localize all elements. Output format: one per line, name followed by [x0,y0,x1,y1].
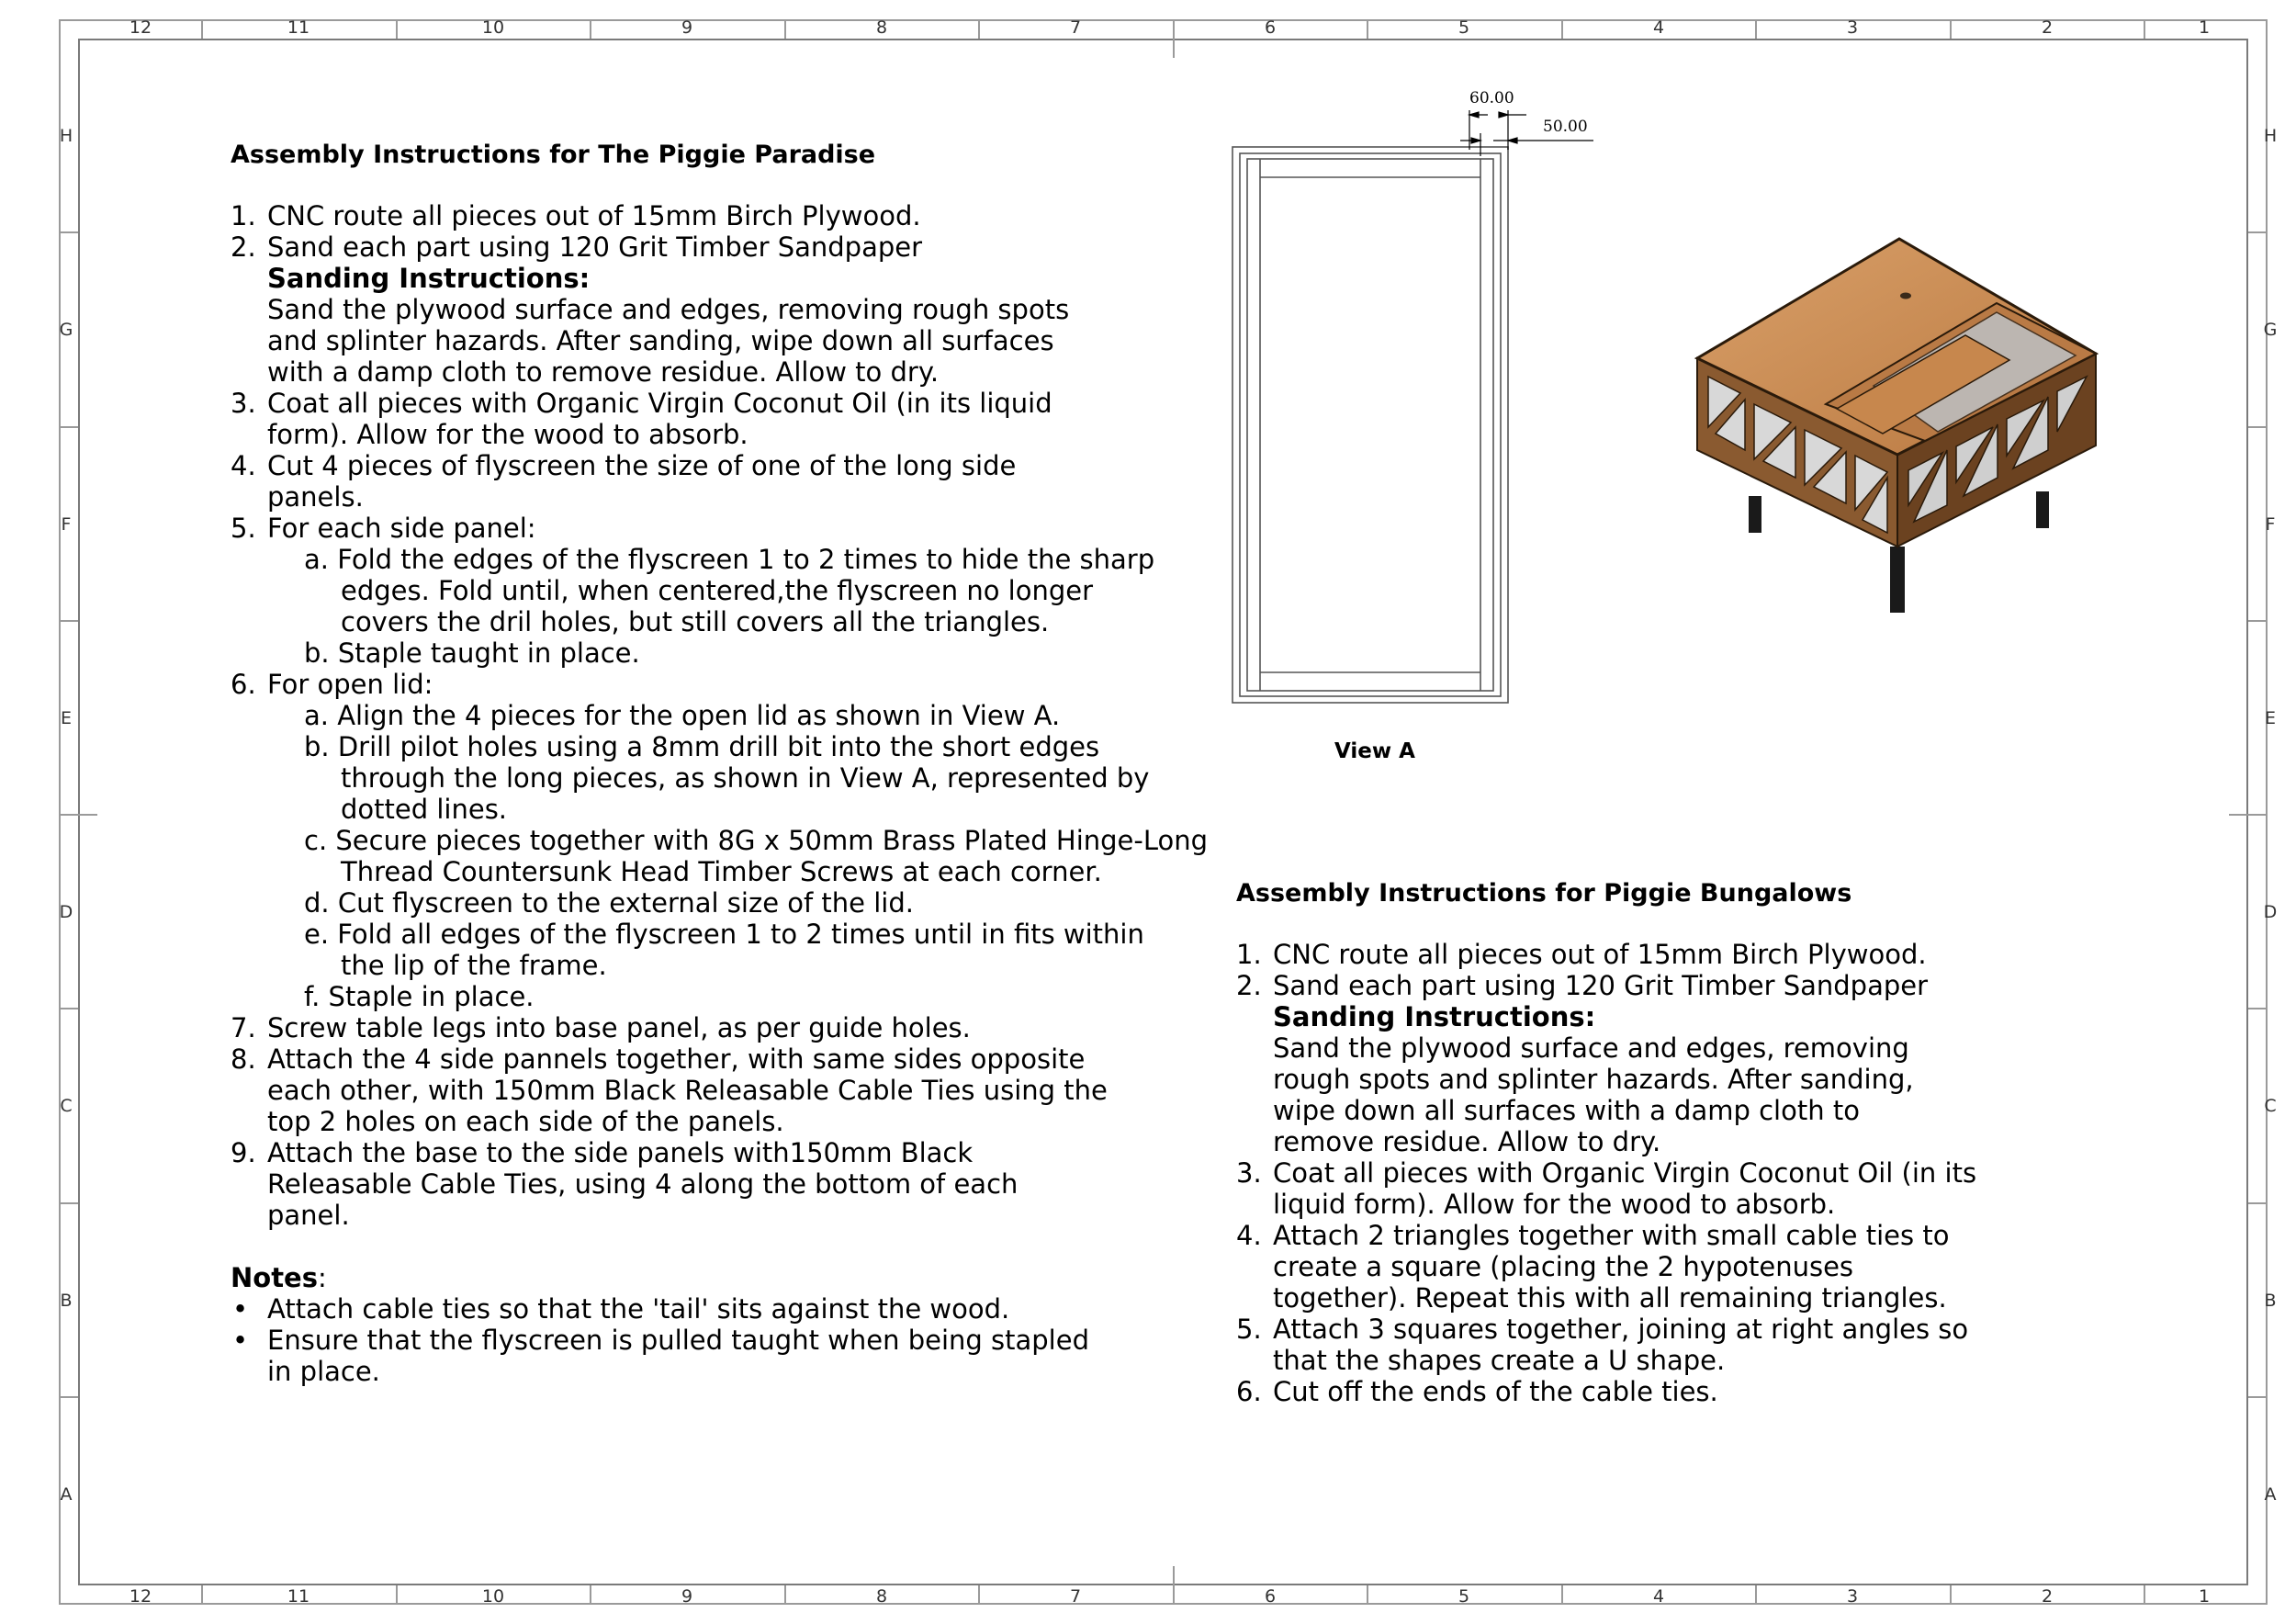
lid-long-pieces [1247,159,1493,691]
sub-step: e. Fold all edges of the flyscreen 1 to 2 times until in fits within the lip of the frame. [304,919,1144,981]
zone-col-label: 6 [1264,1586,1277,1607]
list-item [231,450,1075,513]
step-number: 4. [231,450,256,481]
dim-arrow [1469,112,1479,118]
paradise-heading: Assembly Instructions for The Piggie Paradise [231,141,876,169]
zone-col-label: 5 [1458,17,1470,38]
note-text: Ensure that the flyscreen is pulled taught when being stapled in place. [267,1325,1089,1387]
leg [1749,496,1761,533]
notes-label: Notes [231,1262,318,1293]
zone-col-label: 1 [2198,1586,2211,1607]
list-item [1236,970,2063,1157]
zone-col-label: 2 [2041,1586,2054,1607]
sub-step: b. Drill pilot holes using a 8mm drill bit into the short edges through the long pieces, as shown in View A, represented by dotted lines. [304,731,1150,825]
zone-col-label: 9 [681,17,693,38]
leg [1890,547,1905,613]
zone-col-label: 3 [1846,17,1859,38]
zone-row-label: A [2264,1484,2277,1505]
step-number: 5. [231,513,256,544]
zone-col-label: 12 [129,17,152,38]
bullet-icon: • [232,1325,249,1356]
step-text: Attach the base to the side panels with150mm Black Releasable Cable Ties, using 4 along the bottom of each panel. [267,1137,1019,1231]
zone-col-label: 6 [1264,17,1277,38]
step-number: 5. [1236,1314,1262,1345]
step-text: Attach 2 triangles together with small cable ties to create a square (placing the 2 hypotenuses together). Repeat this with all remaining triangles. [1273,1220,1950,1314]
step-text: Cut 4 pieces of flyscreen the size of one of the long side panels. [267,450,1017,513]
zone-row-label: C [60,1096,73,1116]
bungalows-instructions [1236,879,2063,1407]
step-text: CNC route all pieces out of 15mm Birch Plywood. [1273,939,1927,970]
list-item [231,1293,1149,1325]
zone-col-label: 4 [1652,1586,1665,1607]
step-number: 6. [231,669,256,700]
step-text: Attach the 4 side pannels together, with same sides opposite each other, with 150mm Black Releasable Cable Ties using the top 2 holes on each side of the panels. [267,1043,1108,1137]
dim-arrow [1499,112,1508,118]
zone-row-label: D [59,902,73,922]
zone-row-label: D [2263,902,2278,922]
step-number: 1. [1236,939,1262,970]
step-text: For each side panel: [267,513,536,544]
zone-col-label: 5 [1458,1586,1470,1607]
step-number: 8. [231,1043,256,1075]
zone-row-label: B [60,1291,73,1311]
step-number: 2. [1236,970,1262,1001]
sub-step: f. Staple in place. [304,981,535,1012]
bullet-icon: • [232,1293,249,1325]
view-a-drawing [1221,78,1626,721]
lid-outer-frame [1232,147,1508,703]
hole-icon [1900,293,1911,299]
step-text: Sand each part using 120 Grit Timber Sandpaper [267,231,923,263]
notes-section [231,1262,1149,1387]
zone-row-label: E [2264,708,2276,728]
list-item [231,1043,1131,1137]
sanding-subheading: Sanding Instructions: [1273,1001,1596,1032]
zone-row-label: B [2264,1291,2277,1311]
sub-step: a. Align the 4 pieces for the open lid as shown in View A. [304,700,1061,731]
zone-col-label: 2 [2041,17,2054,38]
step-text: CNC route all pieces out of 15mm Birch Plywood. [267,200,921,231]
zone-row-label: G [59,320,73,340]
list-item [1236,939,2063,970]
sub-step: c. Secure pieces together with 8G x 50mm Brass Plated Hinge-Long Thread Countersunk Head Timber Screws at each corner. [304,825,1209,887]
step-number: 9. [231,1137,256,1168]
zone-row-label: C [2264,1096,2277,1116]
step-text: Sand each part using 120 Grit Timber Sandpaper [1273,970,1929,1001]
step-number: 3. [231,388,256,419]
zone-col-label: 11 [287,17,310,38]
zone-row-label: A [60,1484,73,1505]
list-item [1236,1376,2063,1407]
zone-row-label: F [2265,514,2276,535]
zone-col-label: 11 [287,1586,310,1607]
zone-col-label: 7 [1069,1586,1082,1607]
dim-arrow [1471,138,1480,143]
step-number: 2. [231,231,256,263]
sanding-subheading: Sanding Instructions: [267,263,591,294]
step-number: 7. [231,1012,256,1043]
list-item [231,669,1209,1012]
list-item [231,1325,1112,1387]
step-text: Coat all pieces with Organic Virgin Coconut Oil (in its liquid form). Allow for the wood to absorb. [267,388,1052,450]
zone-col-label: 3 [1846,1586,1859,1607]
zone-col-label: 12 [129,1586,152,1607]
zone-col-label: 10 [481,17,505,38]
view-a-label: View A [1334,739,1415,763]
list-item [231,1137,1094,1231]
step-text: Cut off the ends of the cable ties. [1273,1376,1718,1407]
zone-row-label: H [59,126,73,146]
enclosure-isometric-image [1690,230,2112,625]
step-text: For open lid: [267,669,433,700]
zone-row-label: F [61,514,72,535]
bungalows-step-list [1236,939,2063,1407]
step-text: Coat all pieces with Organic Virgin Coconut Oil (in its liquid form). Allow for the wood to absorb. [1273,1157,1977,1220]
paradise-step-list [231,200,1209,1231]
zone-col-label: 7 [1069,17,1082,38]
step-number: 1. [231,200,256,231]
zone-row-label: E [60,708,72,728]
list-item [1236,1220,1989,1314]
dim-arrow [1508,138,1517,143]
notes-colon: : [318,1262,327,1293]
dimension-label-50: 50.00 [1543,118,1588,136]
paradise-instructions [231,141,1209,1387]
sub-step: d. Cut flyscreen to the external size of the lid. [304,887,914,919]
zone-col-label: 10 [481,1586,505,1607]
step-number: 3. [1236,1157,1262,1189]
zone-col-label: 8 [875,17,888,38]
list-item [231,388,1112,450]
zone-col-label: 4 [1652,17,1665,38]
dimension-label-60: 60.00 [1469,89,1514,107]
list-item [231,1012,1149,1043]
step-number: 6. [1236,1376,1262,1407]
step-number: 4. [1236,1220,1262,1251]
zone-row-label: H [2263,126,2278,146]
list-item [231,231,1149,388]
zone-col-label: 1 [2198,17,2211,38]
list-item [231,200,1149,231]
zone-row-label: G [2263,320,2278,340]
bungalows-heading: Assembly Instructions for Piggie Bungalows [1236,879,1852,908]
lid-inner-frame [1240,153,1501,696]
note-text: Attach cable ties so that the 'tail' sits against the wood. [267,1293,1010,1325]
list-item [1236,1314,1971,1376]
leg [2036,491,2049,528]
list-item [231,513,1155,669]
sanding-body: Sand the plywood surface and edges, removing rough spots and splinter hazards. After sanding, wipe down all surfaces with a damp cloth to remove residue. Allow to dry. [267,294,1070,388]
zone-col-label: 9 [681,1586,693,1607]
zone-col-label: 8 [875,1586,888,1607]
sanding-body: Sand the plywood surface and edges, removing rough spots and splinter hazards. After sanding, wipe down all surfaces with a damp cloth to remove residue. Allow to dry. [1273,1032,1914,1157]
list-item [1236,1157,1998,1220]
sub-step: a. Fold the edges of the flyscreen 1 to 2 times to hide the sharp edges. Fold until, when centered,the flyscreen no longer covers the dril holes, but still covers all the triangles. [304,544,1155,637]
step-text: Attach 3 squares together, joining at right angles so that the shapes create a U shape. [1273,1314,1969,1376]
step-text: Screw table legs into base panel, as per guide holes. [267,1012,971,1043]
sub-step: b. Staple taught in place. [304,637,640,669]
